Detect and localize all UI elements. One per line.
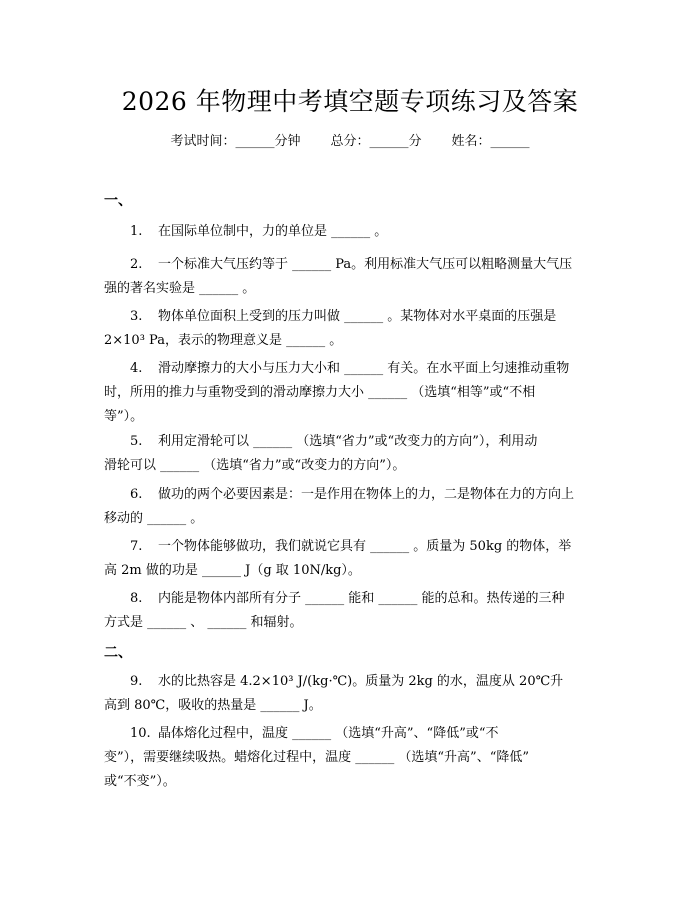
question-9: [104, 670, 598, 718]
question-text: 强的著名实验是 ______ 。: [104, 281, 256, 296]
question-text: 等”）。: [104, 409, 144, 424]
question-number: 4.: [130, 361, 143, 376]
question-text: 一个标准大气压约等于 ______ Pa。利用标准大气压可以粗略测量大气压: [158, 257, 573, 272]
question-number: 5.: [130, 434, 143, 449]
question-10: [104, 722, 598, 794]
question-number: 1.: [130, 224, 143, 239]
question-number: 2.: [130, 257, 143, 272]
question-text: 移动的 ______ 。: [104, 511, 204, 526]
question-number: 3.: [130, 309, 143, 324]
question-text: 或“不变”）。: [104, 774, 176, 789]
question-8: [104, 587, 598, 635]
question-text: 滑轮可以 ______ （选填“省力”或“改变力的方向”）。: [104, 458, 406, 473]
exam-meta: [0, 130, 700, 149]
question-text: 方式是 ______ 、 ______ 和辐射。: [104, 615, 303, 630]
question-text: 高到 80℃，吸收的热量是 ______ J。: [104, 698, 322, 713]
question-6: [104, 483, 598, 531]
question-number: 7.: [130, 539, 143, 554]
question-text: 时，所用的推力与重物受到的滑动摩擦力大小 ______ （选填“相等”或“不相: [104, 385, 536, 400]
question-1: [104, 220, 598, 244]
question-5: [104, 430, 598, 478]
exam-name: 姓名：______: [451, 134, 530, 149]
question-number: 9.: [130, 674, 143, 689]
question-3: [104, 305, 598, 353]
question-4: [104, 357, 598, 429]
question-2: [104, 253, 598, 301]
question-text: 利用定滑轮可以 ______ （选填“省力”或“改变力的方向”），利用动: [158, 434, 538, 449]
question-text: 做功的两个必要因素是：一是作用在物体上的力，二是物体在力的方向上: [158, 487, 575, 502]
question-text: 晶体熔化过程中，温度 ______ （选填“升高”、“降低”或“不: [158, 726, 499, 741]
section-heading-1: 一、: [104, 193, 132, 209]
question-text: 一个物体能够做功，我们就说它具有 ______ 。质量为 50kg 的物体，举: [158, 539, 572, 554]
question-number: 6.: [130, 487, 143, 502]
question-7: [104, 535, 598, 583]
question-text: 内能是物体内部所有分子 ______ 能和 ______ 能的总和。热传递的三种: [158, 591, 565, 606]
question-text: 2×10³ Pa，表示的物理意义是 ______ 。: [104, 333, 343, 348]
question-text: 变”），需要继续吸热。蜡熔化过程中，温度 ______ （选填“升高”、“降低”: [104, 750, 529, 765]
question-text: 高 2m 做的功是 ______ J（g 取 10N/kg）。: [104, 563, 361, 578]
question-text: 滑动摩擦力的大小与压力大小和 ______ 有关。在水平面上匀速推动重物: [158, 361, 570, 376]
exam-score: 总分：______分: [330, 134, 422, 149]
question-text: 水的比热容是 4.2×10³ J/(kg·℃)。质量为 2kg 的水，温度从 20℃升: [158, 674, 564, 689]
question-text: 在国际单位制中，力的单位是 ______ 。: [158, 224, 388, 239]
page-title: 2026 年物理中考填空题专项练习及答案: [121, 87, 579, 116]
question-text: 物体单位面积上受到的压力叫做 ______ 。某物体对水平桌面的压强是: [158, 309, 557, 324]
question-number: 10.: [130, 726, 151, 741]
question-number: 8.: [130, 591, 143, 606]
exam-time: 考试时间：______分钟: [170, 134, 301, 149]
section-heading-2: 二、: [104, 645, 132, 661]
